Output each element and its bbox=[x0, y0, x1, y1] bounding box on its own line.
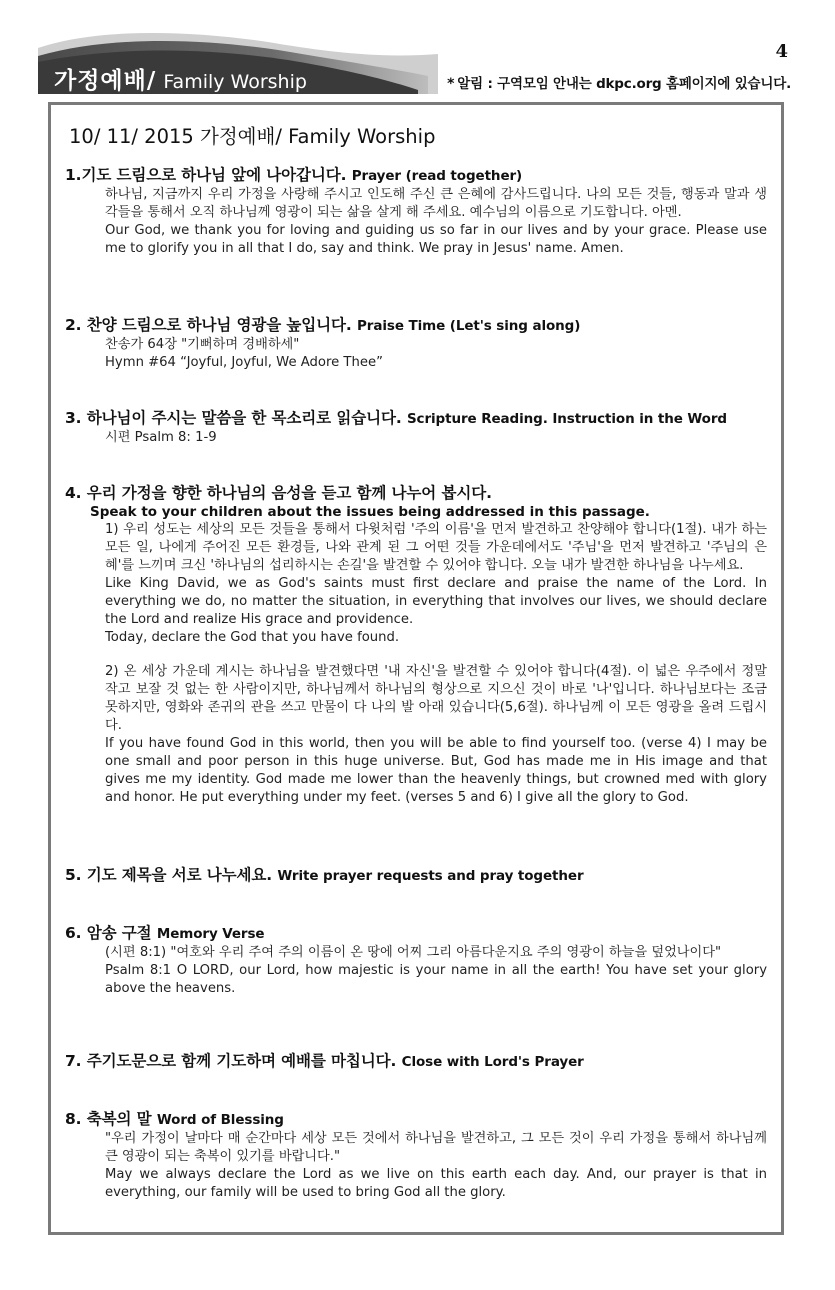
section-blessing bbox=[65, 1109, 767, 1202]
section-memory-verse bbox=[65, 923, 767, 998]
section-body bbox=[105, 1130, 767, 1202]
scripture-reference: 시편 Psalm 8: 1-9 bbox=[105, 430, 217, 445]
discussion-point-1-closing: Today, declare the God that you have found. bbox=[105, 630, 400, 645]
section-heading bbox=[65, 483, 767, 503]
section-body bbox=[105, 944, 767, 998]
discussion-point-2-korean: 2) 온 세상 가운데 계시는 하나님을 발견했다면 '내 자신'을 발견할 수 있어야 합니다(4절). 이 넓은 우주에서 정말 작고 보잘 것 없는 한 사람이지만, 하나님께서 하나님의 형상으로 지으신 것이 바로 '나'입니다. 하나님보다는 조금 못하지만, 영화와 존귀의 관을 쓰고 만물이 다 나의 발 아래 있습니다(5,6절). 하나님께 이 모든 영광을 올려 드립시다. bbox=[105, 664, 767, 733]
hymn-korean: 찬송가 64장 "기뻐하며 경배하세" bbox=[105, 337, 300, 352]
banner-title bbox=[54, 62, 307, 95]
section-heading-english: Write prayer requests and pray together bbox=[277, 868, 584, 884]
section-heading-english: Close with Lord's Prayer bbox=[401, 1054, 584, 1070]
section-heading bbox=[65, 865, 767, 886]
page-number: 4 bbox=[775, 41, 788, 62]
blessing-korean: "우리 가정이 날마다 매 순간마다 세상 모든 것에서 하나님을 발견하고, 그 모든 것이 우리 가정을 통해서 하나님께 큰 영광이 되는 축복이 있기를 바랍니다." bbox=[105, 1131, 767, 1164]
notice-text: 알림 : 구역모임 안내는 dkpc.org 홈페이지에 있습니다. bbox=[457, 76, 791, 92]
section-heading-english: Scripture Reading. Instruction in the Word bbox=[406, 411, 727, 427]
section-body bbox=[105, 186, 767, 258]
section-heading-english: Prayer (read together) bbox=[351, 168, 523, 184]
section-discussion bbox=[65, 483, 767, 807]
section-heading bbox=[65, 1109, 767, 1130]
section-body bbox=[105, 336, 767, 372]
section-heading-korean: 5. 기도 제목을 서로 나누세요. bbox=[65, 866, 273, 884]
section-heading-korean: 2. 찬양 드림으로 하나님 영광을 높입니다. bbox=[65, 316, 352, 334]
section-body bbox=[105, 521, 767, 807]
notice-star-icon: * bbox=[447, 76, 455, 92]
section-heading-korean: 1.기도 드림으로 하나님 앞에 나아갑니다. bbox=[65, 166, 347, 184]
prayer-english: Our God, we thank you for loving and guiding us so far in our lives and by your grace. Please use me to glorify you in all that I do, say and think. We pray in Jesus' name. Amen. bbox=[105, 223, 767, 256]
section-body bbox=[105, 429, 767, 447]
section-praise bbox=[65, 315, 767, 372]
section-heading-english: Word of Blessing bbox=[156, 1112, 284, 1128]
hymn-english: Hymn #64 “Joyful, Joyful, We Adore Thee” bbox=[105, 355, 383, 370]
banner-title-korean: 가정예배/ bbox=[54, 68, 157, 94]
section-heading bbox=[65, 408, 767, 429]
discussion-point-1-korean: 1) 우리 성도는 세상의 모든 것들을 통해서 다윗처럼 '주의 이름'을 먼저 발견하고 찬양해야 합니다(1절). 내가 하는 모든 일, 나에게 주어진 모든 환경들, 나와 관계 된 그 어떤 것들 가운데에서도 '주님'을 먼저 발견하고 '주님의 은혜'를 느끼며 크신 '하나님의 섭리하시는 손길'을 발견할 수 있어야 합니다. 오늘 내가 발견한 하나님을 나누세요. bbox=[105, 522, 767, 573]
prayer-korean: 하나님, 지금까지 우리 가정을 사랑해 주시고 인도해 주신 큰 은혜에 감사드립니다. 나의 모든 것들, 행동과 말과 생각들을 통해서 오직 하나님께 영광이 되는 삶을 살게 해 주세요. 예수님의 이름으로 기도합니다. 아멘. bbox=[105, 187, 767, 220]
section-closing-prayer bbox=[65, 1051, 767, 1072]
section-heading bbox=[65, 1051, 767, 1072]
section-heading-korean: 3. 하나님이 주시는 말씀을 한 목소리로 읽습니다. bbox=[65, 409, 402, 427]
discussion-point-2-english: If you have found God in this world, then you will be able to find yourself too. (verse 4) I may be one small and poor person in this huge universe. But, God has made me in His image and that gives me my identity. God made me lower than the heavenly things, but crowned med with glory and honor. He put everything under my feet. (verses 5 and 6) I give all the glory to God. bbox=[105, 736, 767, 805]
section-prayer bbox=[65, 165, 767, 258]
header-notice bbox=[447, 72, 791, 92]
section-heading-korean: 7. 주기도문으로 함께 기도하며 예배를 마칩니다. bbox=[65, 1052, 397, 1070]
header-banner bbox=[38, 28, 438, 94]
memory-verse-english: Psalm 8:1 O LORD, our Lord, how majestic is your name in all the earth! You have set your glory above the heavens. bbox=[105, 963, 767, 996]
document-title: 10/ 11/ 2015 가정예배/ Family Worship bbox=[69, 125, 436, 148]
section-heading-korean: 8. 축복의 말 bbox=[65, 1110, 152, 1128]
section-heading-korean: 6. 암송 구절 bbox=[65, 924, 152, 942]
discussion-point-1-english: Like King David, we as God's saints must first declare and praise the name of the Lord. In everything we do, no matter the situation, in everything that involves our lives, we should declare the Lord and realize His grace and providence. bbox=[105, 576, 767, 627]
worship-content-box bbox=[48, 102, 784, 1235]
memory-verse-korean: (시편 8:1) "여호와 우리 주여 주의 이름이 온 땅에 어찌 그리 아름다운지요 주의 영광이 하늘을 덮었나이다" bbox=[105, 945, 722, 960]
section-prayer-requests bbox=[65, 865, 767, 886]
section-scripture bbox=[65, 408, 767, 447]
section-heading-english: Memory Verse bbox=[156, 926, 265, 942]
blessing-english: May we always declare the Lord as we live on this earth each day. And, our prayer is that in everything, our family will be used to bring God all the glory. bbox=[105, 1167, 767, 1200]
banner-title-english: Family Worship bbox=[163, 71, 307, 93]
section-heading-english: Praise Time (Let's sing along) bbox=[357, 318, 581, 334]
section-heading bbox=[65, 923, 767, 944]
section-heading-korean: 4. 우리 가정을 향한 하나님의 음성을 듣고 함께 나누어 봅시다. bbox=[65, 484, 492, 502]
section-heading bbox=[65, 165, 767, 186]
section-heading bbox=[65, 315, 767, 336]
section-subheading: Speak to your children about the issues being addressed in this passage. bbox=[90, 504, 650, 520]
